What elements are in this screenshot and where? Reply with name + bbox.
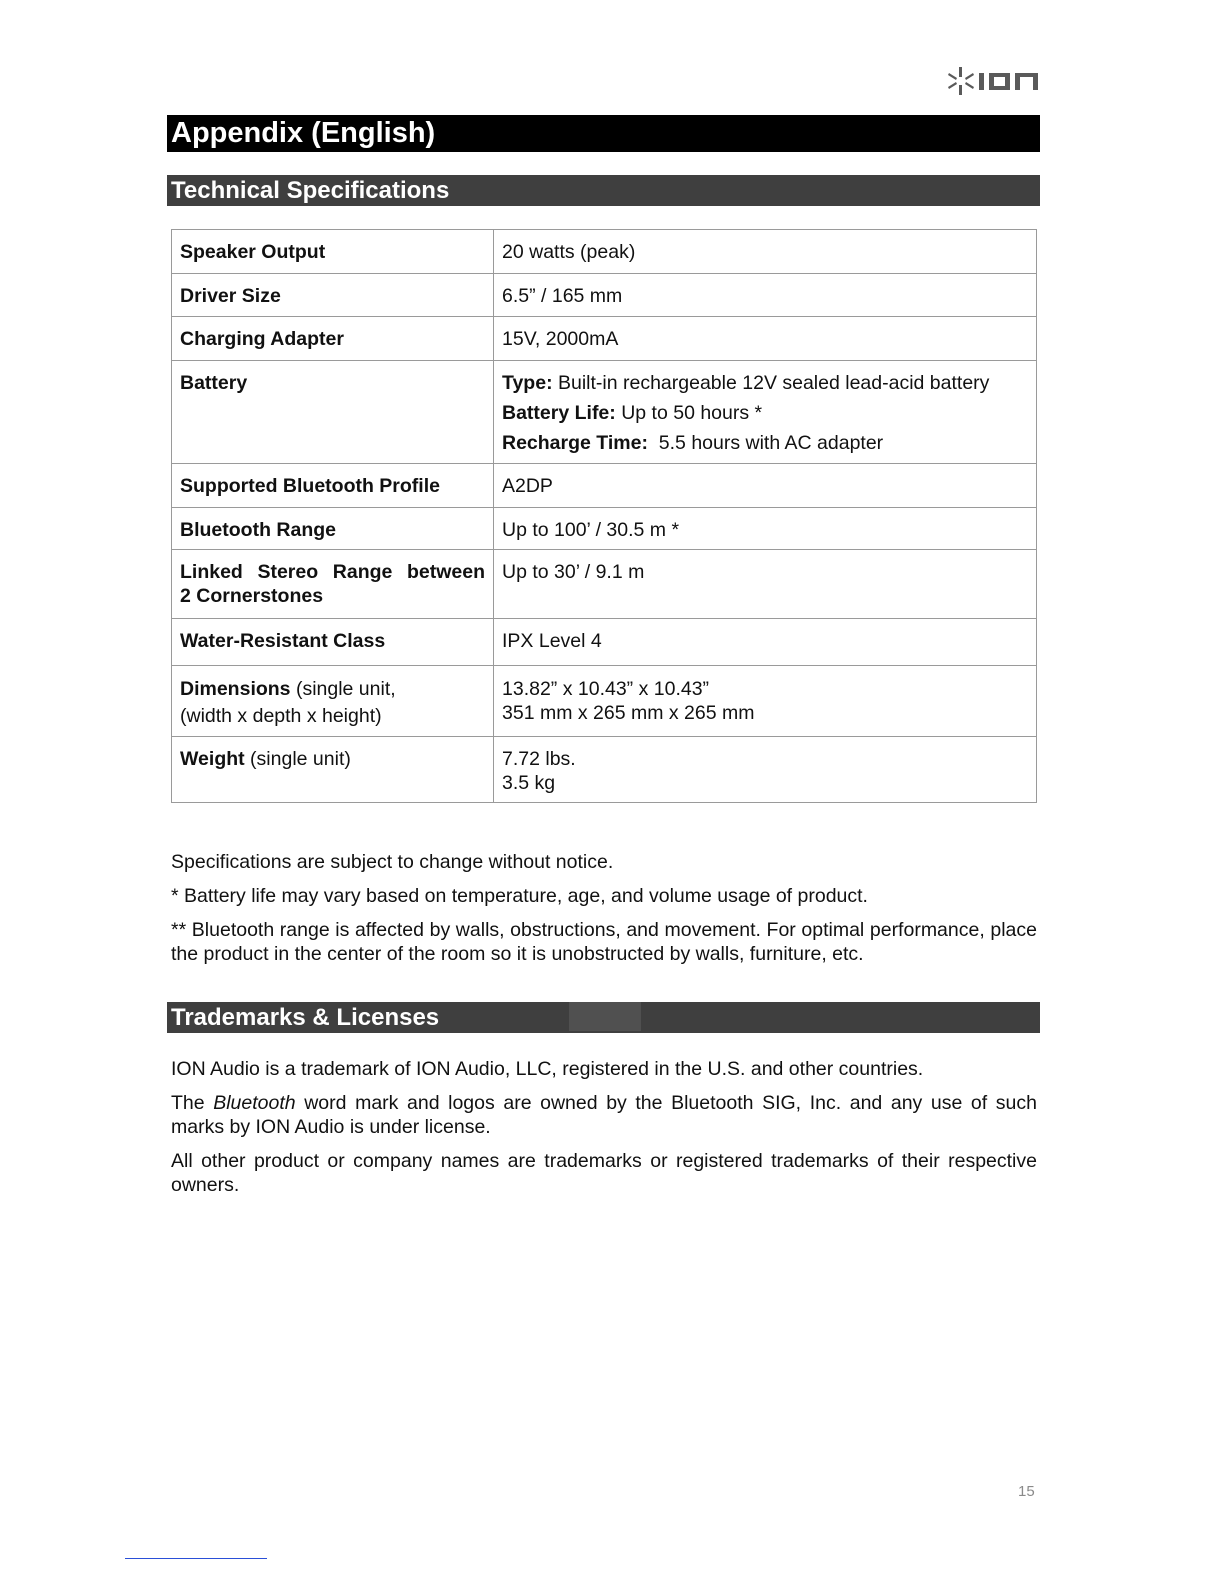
spec-value-line2: 351 mm x 265 mm x 265 mm <box>502 702 755 724</box>
spec-value <box>494 737 1037 803</box>
page-number: 15 <box>1018 1483 1035 1500</box>
spec-label: Battery <box>172 361 494 464</box>
spec-value: A2DP <box>494 464 1037 508</box>
spec-notes <box>171 850 1037 976</box>
spec-label-rest: (single unit, <box>290 678 396 700</box>
spec-label: Speaker Output <box>172 230 494 274</box>
ion-logo-mark <box>946 64 1042 100</box>
table-row <box>172 737 1037 803</box>
tech-specs-heading: Technical Specifications <box>167 175 1040 206</box>
spec-label <box>172 550 494 619</box>
spec-label: Supported Bluetooth Profile <box>172 464 494 508</box>
trademark-ion: ION Audio is a trademark of ION Audio, LLC, registered in the U.S. and other countries. <box>171 1058 924 1080</box>
battery-type <box>502 371 1028 395</box>
battery-life-value: Up to 50 hours * <box>615 402 763 424</box>
battery-recharge-value: 5.5 hours with AC adapter <box>647 432 884 454</box>
specs-table <box>171 229 1037 803</box>
battery-life-label: Battery Life: <box>502 402 616 424</box>
battery-type-label: Type: <box>502 372 553 394</box>
table-row <box>172 550 1037 619</box>
battery-type-value: Built-in rechargeable 12V sealed lead-acid battery <box>552 372 990 394</box>
tm-p2-em: Bluetooth <box>213 1092 296 1114</box>
spec-label: Water-Resistant Class <box>172 619 494 666</box>
spec-label-line1 <box>180 677 485 701</box>
spec-label: Driver Size <box>172 274 494 317</box>
table-row <box>172 361 1037 464</box>
table-row <box>172 230 1037 274</box>
battery-recharge-label: Recharge Time: <box>502 432 648 454</box>
spec-value: Up to 100’ / 30.5 m * <box>494 508 1037 550</box>
spec-value: 15V, 2000mA <box>494 317 1037 361</box>
battery-life <box>502 401 1028 425</box>
table-row <box>172 274 1037 317</box>
appendix-title: Appendix (English) <box>167 115 1040 152</box>
spec-label-bold: Weight <box>180 748 245 770</box>
note-battery: * Battery life may vary based on temperature, age, and volume usage of product. <box>171 885 868 907</box>
table-row <box>172 619 1037 666</box>
note-bluetooth: ** Bluetooth range is affected by walls, obstructions, and movement. For optimal performance, place the product in the center of the room so it is unobstructed by walls, furniture, etc. <box>171 919 1037 965</box>
spec-label-bold: Dimensions <box>180 678 291 700</box>
spec-value: 6.5” / 165 mm <box>494 274 1037 317</box>
ion-logo <box>946 64 1042 100</box>
table-row <box>172 317 1037 361</box>
spec-value: 20 watts (peak) <box>494 230 1037 274</box>
spec-label <box>172 666 494 737</box>
spec-value-battery <box>494 361 1037 464</box>
trademarks-text <box>171 1057 1037 1207</box>
spec-label-line2: (width x depth x height) <box>180 705 382 727</box>
tm-p2-post: word mark and logos are owned by the Bluetooth SIG, Inc. and any use of such marks by ION Audio is under license. <box>171 1092 1037 1138</box>
table-row <box>172 666 1037 737</box>
table-row <box>172 508 1037 550</box>
spec-value-line1: 7.72 lbs. <box>502 748 576 770</box>
table-row <box>172 464 1037 508</box>
heading-shade <box>569 1002 641 1031</box>
spec-label: Charging Adapter <box>172 317 494 361</box>
spec-value: IPX Level 4 <box>494 619 1037 666</box>
spec-label <box>172 737 494 803</box>
spec-value-line2: 3.5 kg <box>502 772 556 794</box>
footer-divider <box>125 1558 267 1559</box>
spec-label: Bluetooth Range <box>172 508 494 550</box>
spec-label-rest: (single unit) <box>244 748 351 770</box>
spec-value: Up to 30’ / 9.1 m <box>494 550 1037 619</box>
trademark-bluetooth <box>171 1091 1037 1139</box>
note-change: Specifications are subject to change without notice. <box>171 851 614 873</box>
spec-value <box>494 666 1037 737</box>
spec-label-line2: 2 Cornerstones <box>180 585 324 607</box>
trademark-others: All other product or company names are trademarks or registered trademarks of their respective owners. <box>171 1150 1037 1196</box>
battery-recharge <box>502 431 1028 455</box>
tm-p2-pre: The <box>171 1092 214 1114</box>
spec-value-line1: 13.82” x 10.43” x 10.43” <box>502 678 710 700</box>
trademarks-heading: Trademarks & Licenses <box>167 1002 1040 1033</box>
spec-label-line1: Linked Stereo Range between <box>180 561 485 583</box>
